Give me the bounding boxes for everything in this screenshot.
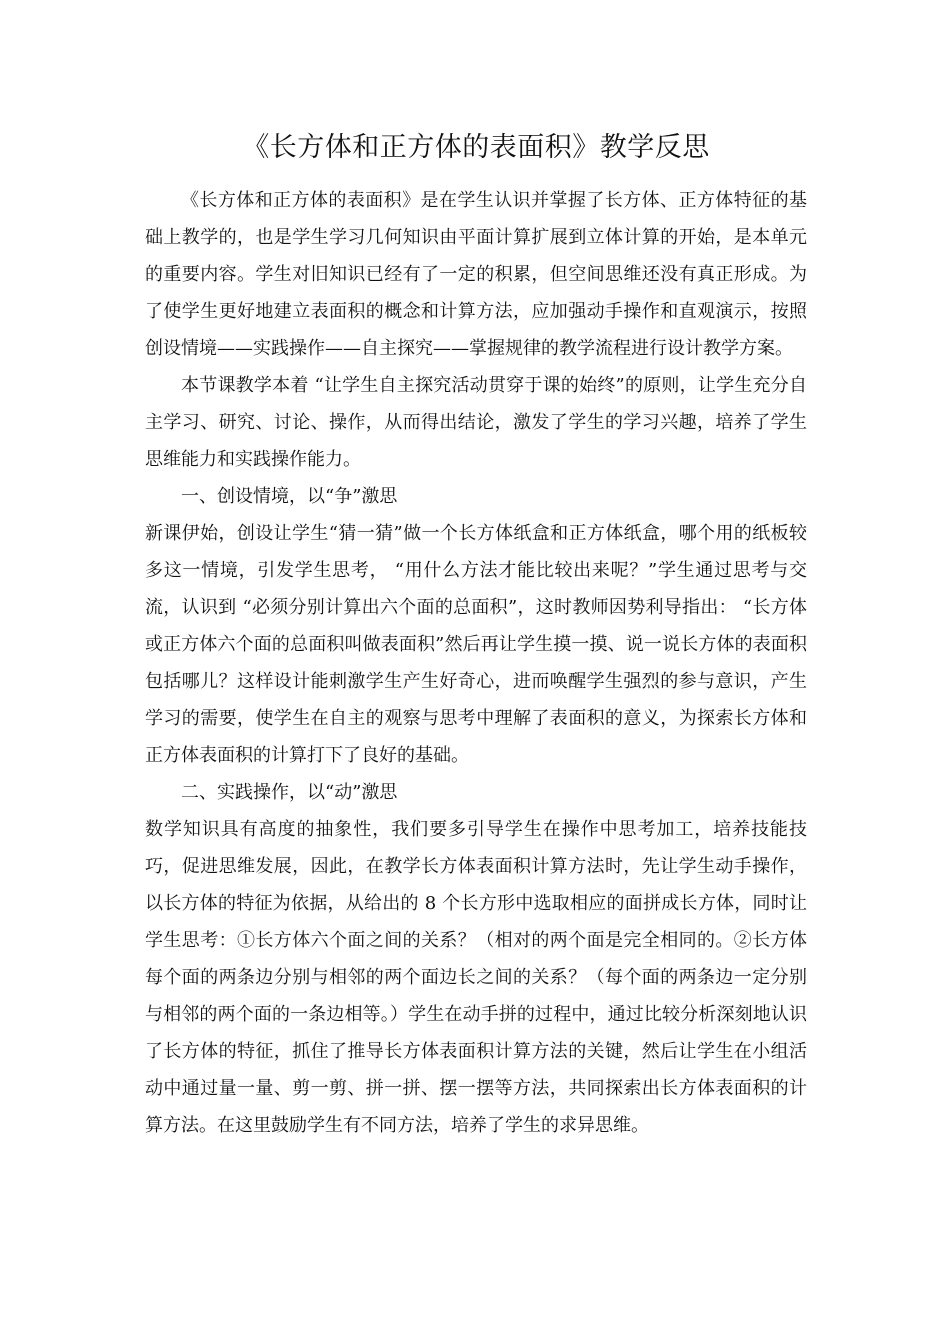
paragraph-principle: 本节课教学本着 “让学生自主探究活动贯穿于课的始终”的原则，让学生充分自主学习、研究、讨论、操作，从而得出结论，激发了学生的学习兴趣，培养了学生思维能力和实践操作能力。 [145, 375, 807, 470]
document-title: 《长方体和正方体的表面积》教学反思 [242, 132, 710, 163]
paragraph-intro: 《长方体和正方体的表面积》是在学生认识并掌握了长方体、正方体特征的基础上教学的，也是学生学习几何知识由平面计算扩展到立体计算的开始，是本单元的重要内容。学生对旧知识已经有了一定的积累，但空间思维还没有真正形成。为了使学生更好地建立表面积的概念和计算方法，应加强动手操作和直观演示，按照创设情境——实践操作——自主探究——掌握规律的教学流程进行设计教学方案。 [145, 190, 807, 359]
section-body-2: 数学知识具有高度的抽象性，我们要多引导学生在操作中思考加工，培养技能技巧，促进思维发展，因此，在教学长方体表面积计算方法时，先让学生动手操作，以长方体的特征为依据，从给出的 8 个长方形中选取相应的面拼成长方体，同时让学生思考：①长方体六个面之间的关系？（相对的两个面是完全相同的。②长方体每个面的两条边分别与相邻的两个面边长之间的关系？（每个面的两条边一定分别与相邻的两个面的一条边相等。）学生在动手拼的过程中，通过比较分析深刻地认识了长方体的特征，抓住了推导长方体表面积计算方法的关键，然后让学生在小组活动中通过量一量、剪一剪、拼一拼、摆一摆等方法，共同探索出长方体表面积的计算方法。在这里鼓励学生有不同方法，培养了学生的求异思维。 [145, 819, 807, 1136]
section-heading-1: 一、创设情境，以“争”激思 [181, 486, 398, 507]
document-page [145, 128, 807, 1144]
section-heading-2: 二、实践操作，以“动”激思 [181, 782, 398, 803]
section-body-1: 新课伊始，创设让学生“猜一猜”做一个长方体纸盒和正方体纸盒，哪个用的纸板较多这一情境，引发学生思考， “用什么方法才能比较出来呢？”学生通过思考与交流，认识到 “必须分别计算出六个面的总面积”，这时教师因势利导指出： “长方体或正方体六个面的总面积叫做表面积”然后再让学生摸一摸、说一说长方体的表面积包括哪儿？这样设计能刺激学生产生好奇心，进而唤醒学生强烈的参与意识，产生学习的需要，使学生在自主的观察与思考中理解了表面积的意义，为探索长方体和正方体表面积的计算打下了良好的基础。 [145, 523, 807, 766]
